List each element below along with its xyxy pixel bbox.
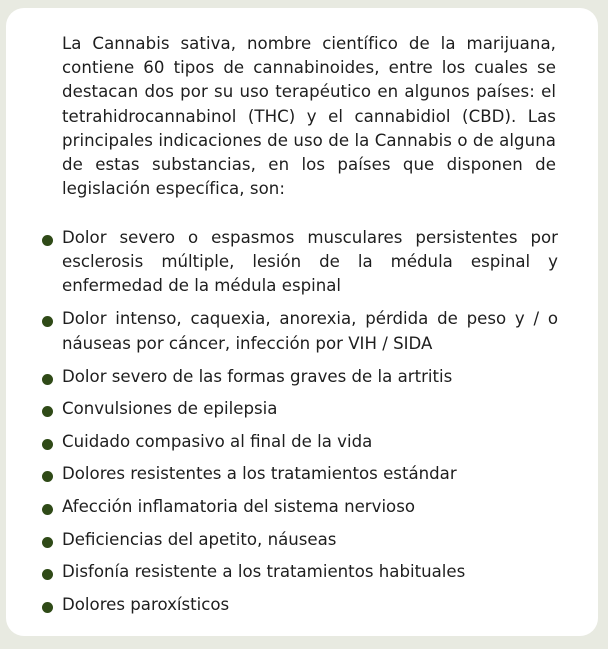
info-card [6,8,598,636]
intro-paragraph: La Cannabis sativa, nombre científico de la marijuana, contiene 60 tipos de cannabinoides, entre los cuales se destacan dos por su uso terapéutico en algunos países: el tetrahidrocannabinol (THC) y el cannabidiol (CBD). Las principales indicaciones de uso de la Cannabis o de alguna de estas substancias, en los países que disponen de legislación específica, son: [62,34,556,199]
list-item [42,430,558,454]
list-item [42,462,558,486]
list-item-text: Dolores paroxísticos [62,594,230,614]
bullet-icon [42,569,53,580]
bullet-icon [42,316,53,327]
list-item-text: Convulsiones de epilepsia [62,399,278,419]
list-item-text: Afección inflamatoria del sistema nervioso [62,496,416,516]
list-item [42,307,558,355]
bullet-icon [42,374,53,385]
list-item [42,495,558,519]
list-item [42,226,558,299]
list-item [42,528,558,552]
list-item-text: Disfonía resistente a los tratamientos habituales [62,562,466,582]
bullet-icon [42,602,53,613]
list-item-text: Dolor severo o espasmos musculares persistentes por esclerosis múltiple, lesión de la médula espinal y enfermedad de la médula espinal [62,228,558,296]
list-item [42,397,558,421]
bullet-icon [42,406,53,417]
bullet-icon [42,471,53,482]
list-item-text: Dolor intenso, caquexia, anorexia, pérdida de peso y / o náuseas por cáncer, infección por VIH / SIDA [62,309,558,353]
list-item-text: Deficiencias del apetito, náuseas [62,529,337,549]
list-item-text: Cuidado compasivo al final de la vida [62,431,373,451]
list-item-text: Dolor severo de las formas graves de la artritis [62,366,453,386]
list-item [42,365,558,389]
indications-list [42,226,558,625]
list-item-text: Dolores resistentes a los tratamientos estándar [62,464,457,484]
bullet-icon [42,504,53,515]
list-item [42,593,558,617]
bullet-icon [42,235,53,246]
bullet-icon [42,439,53,450]
bullet-icon [42,537,53,548]
list-item [42,560,558,584]
